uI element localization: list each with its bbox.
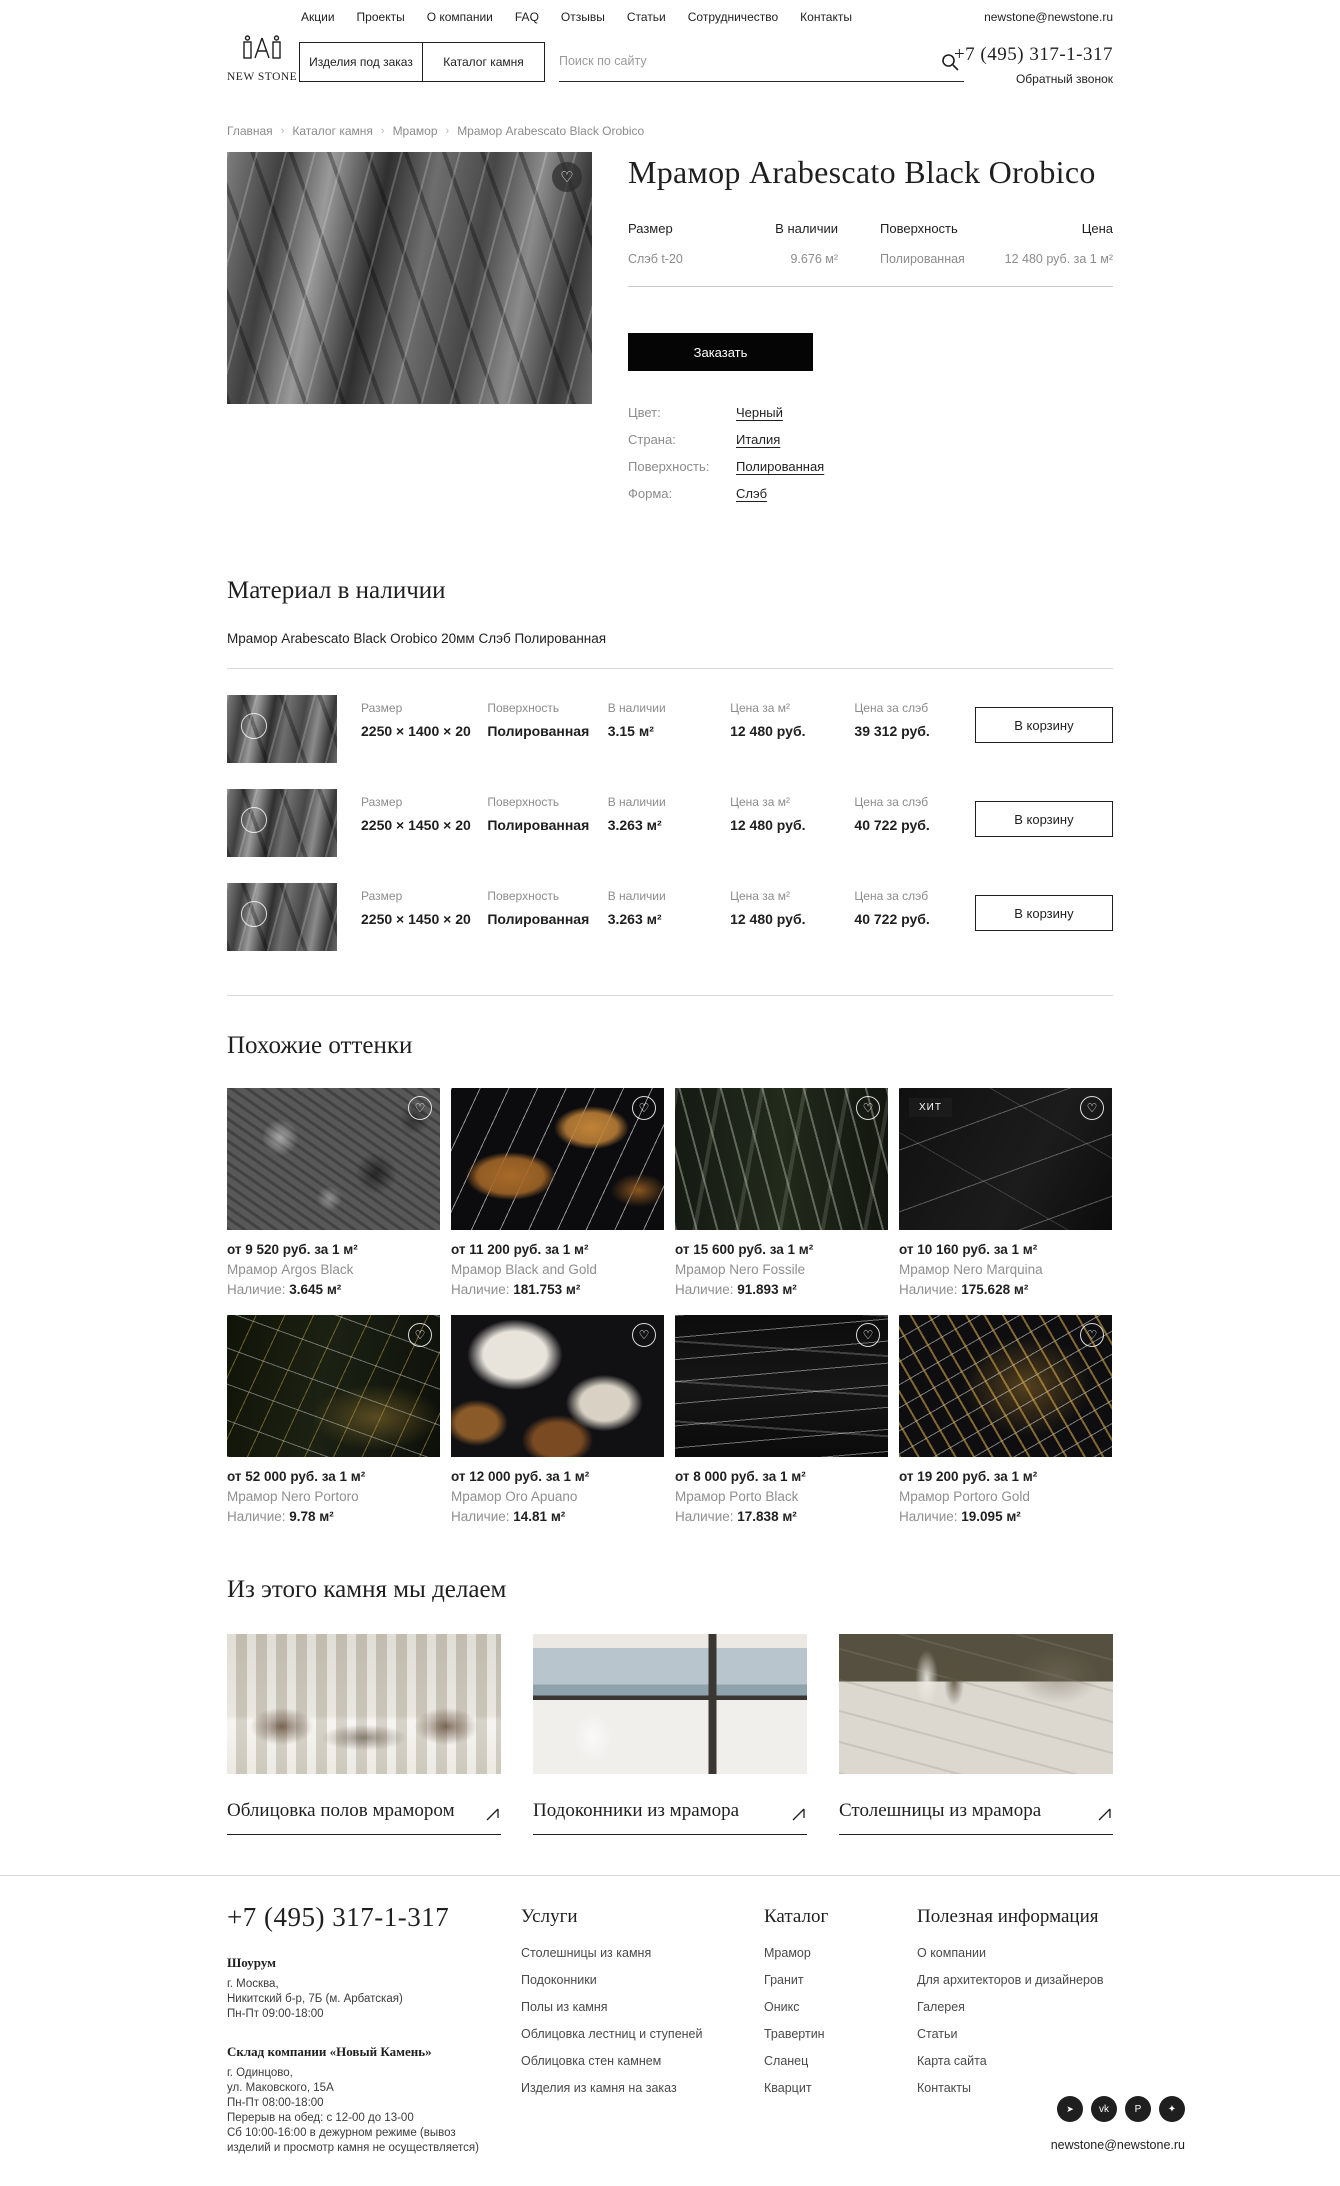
favorite-button[interactable] bbox=[856, 1096, 880, 1120]
similar-card-image[interactable] bbox=[451, 1088, 664, 1230]
footer-link[interactable]: Полы из камня bbox=[521, 2000, 608, 2014]
col-header-price: Цена bbox=[1081, 221, 1113, 236]
stock-value: 3.15 м² bbox=[607, 723, 654, 739]
header-main-row bbox=[227, 40, 1113, 98]
footer-link[interactable]: Травертин bbox=[764, 2027, 825, 2041]
heart-icon: ♡ bbox=[638, 1101, 650, 1115]
favorite-button[interactable] bbox=[632, 1323, 656, 1347]
offer-surface: Полированная bbox=[880, 252, 965, 266]
heart-icon: ♡ bbox=[1086, 1101, 1098, 1115]
stone-catalog-button[interactable]: Каталог камня bbox=[422, 43, 544, 81]
footer-link[interactable]: Облицовка стен камнем bbox=[521, 2054, 662, 2068]
product-title: Мрамор Arabescato Black Orobico bbox=[628, 154, 1096, 190]
heart-icon: ♡ bbox=[560, 169, 574, 186]
made-card-countertops[interactable] bbox=[839, 1634, 1113, 1835]
newstone-logo[interactable] bbox=[227, 34, 297, 83]
surface-value: Полированная bbox=[487, 723, 590, 739]
offer-size: Слэб t-20 bbox=[628, 252, 683, 266]
callback-link[interactable]: Обратный звонок bbox=[1015, 72, 1113, 86]
slab-thumbnail[interactable] bbox=[227, 789, 337, 857]
product-image[interactable] bbox=[227, 152, 592, 404]
card-price: от 52 000 руб. за 1 м² bbox=[227, 1469, 366, 1484]
card-name: Мрамор Nero Marquina bbox=[899, 1262, 1043, 1277]
warehouse-line: Сб 10:00-16:00 в дежурном режиме (вывоз bbox=[227, 2127, 456, 2139]
footer-link[interactable]: Контакты bbox=[917, 2081, 971, 2095]
footer-link[interactable]: Облицовка лестниц и ступеней bbox=[521, 2027, 703, 2041]
showroom-line: г. Москва, bbox=[227, 1978, 279, 1990]
similar-card[interactable] bbox=[451, 1315, 664, 1524]
footer-link[interactable]: О компании bbox=[917, 1946, 986, 1960]
card-stock: Наличие: 175.628 м² bbox=[899, 1282, 1029, 1297]
footer-column-title: Полезная информация bbox=[917, 1906, 1099, 1927]
made-card-image bbox=[227, 1634, 501, 1774]
surface-label: Поверхность bbox=[487, 889, 560, 903]
card-stock: Наличие: 91.893 м² bbox=[675, 1282, 797, 1297]
add-to-cart-button[interactable]: В корзину bbox=[975, 801, 1113, 837]
size-label: Размер bbox=[361, 701, 403, 715]
slab-thumbnail[interactable] bbox=[227, 883, 337, 951]
price-slab-value: 39 312 руб. bbox=[854, 723, 930, 739]
made-section bbox=[0, 1576, 1340, 1835]
breadcrumb-home[interactable]: Главная bbox=[227, 124, 273, 138]
card-price: от 11 200 руб. за 1 м² bbox=[451, 1242, 589, 1257]
favorite-button[interactable] bbox=[1080, 1096, 1104, 1120]
similar-card[interactable] bbox=[899, 1088, 1112, 1297]
arrow-icon bbox=[485, 1806, 501, 1822]
showroom-block bbox=[227, 1955, 521, 2022]
social-links bbox=[1057, 2096, 1185, 2122]
warehouse-line: изделий и просмотр камня не осуществляется) bbox=[227, 2142, 479, 2154]
nav-item-sotrudnichestvo[interactable]: Сотрудничество bbox=[687, 10, 779, 24]
nav-item-kontakty[interactable]: Контакты bbox=[800, 10, 852, 24]
made-card-sills[interactable] bbox=[533, 1634, 807, 1835]
stock-label: В наличии bbox=[607, 889, 666, 903]
col-header-size: Размер bbox=[628, 221, 673, 236]
zen-icon[interactable]: ✦ bbox=[1159, 2096, 1185, 2122]
footer-column-services bbox=[521, 1902, 764, 2156]
order-button[interactable]: Заказать bbox=[628, 333, 813, 371]
favorite-button[interactable] bbox=[856, 1323, 880, 1347]
made-card-title: Облицовка полов мрамором bbox=[227, 1800, 455, 1821]
similar-card-image[interactable] bbox=[227, 1088, 440, 1230]
breadcrumb-separator-icon: › bbox=[380, 125, 385, 137]
zoom-icon bbox=[241, 807, 267, 833]
similar-card-image[interactable] bbox=[675, 1088, 888, 1230]
breadcrumb-catalog[interactable]: Каталог камня bbox=[292, 124, 373, 138]
footer-contacts bbox=[227, 1902, 521, 2156]
footer-link[interactable]: Подоконники bbox=[521, 1973, 597, 1987]
warehouse-line: Перерыв на обед: с 12-00 до 13-00 bbox=[227, 2112, 414, 2124]
product-section bbox=[227, 152, 1113, 513]
favorite-button[interactable] bbox=[408, 1323, 432, 1347]
material-row bbox=[227, 883, 1113, 951]
warehouse-line: Пн-Пт 08:00-18:00 bbox=[227, 2097, 324, 2109]
newstone-logo-icon bbox=[238, 34, 286, 64]
surface-value: Полированная bbox=[487, 911, 590, 927]
zoom-icon bbox=[241, 901, 267, 927]
material-subtitle: Мрамор Arabescato Black Orobico 20мм Слэб Полированная bbox=[227, 631, 607, 646]
attribute-color-link[interactable]: Черный bbox=[736, 405, 783, 420]
attribute-country bbox=[628, 432, 1113, 447]
card-name: Мрамор Porto Black bbox=[675, 1489, 799, 1504]
footer-phone[interactable]: +7 (495) 317-1-317 bbox=[227, 1902, 450, 1932]
price-slab-value: 40 722 руб. bbox=[854, 911, 930, 927]
header-phone[interactable]: +7 (495) 317-1-317 bbox=[953, 44, 1113, 65]
card-price: от 15 600 руб. за 1 м² bbox=[675, 1242, 814, 1257]
warehouse-line: г. Одинцово, bbox=[227, 2067, 293, 2079]
size-label: Размер bbox=[361, 889, 403, 903]
similar-card-image[interactable] bbox=[899, 1315, 1112, 1457]
heart-icon: ♡ bbox=[414, 1101, 426, 1115]
offer-stock: 9.676 м² bbox=[790, 252, 838, 266]
breadcrumb-separator-icon: › bbox=[280, 125, 285, 137]
footer-link[interactable]: Статьи bbox=[917, 2027, 958, 2041]
product-offer-table bbox=[628, 221, 1113, 286]
slab-thumbnail[interactable] bbox=[227, 695, 337, 763]
warehouse-block bbox=[227, 2044, 521, 2156]
similar-heading: Похожие оттенки bbox=[227, 1032, 413, 1059]
attribute-surface-link[interactable]: Полированная bbox=[736, 459, 825, 474]
heart-icon: ♡ bbox=[1086, 1328, 1098, 1342]
size-value: 2250 × 1450 × 20 bbox=[361, 817, 471, 833]
search-input[interactable] bbox=[559, 42, 919, 80]
price-m2-value: 12 480 руб. bbox=[730, 817, 806, 833]
material-row bbox=[227, 789, 1113, 857]
hit-badge: ХИТ bbox=[909, 1098, 952, 1117]
footer-link[interactable]: Мрамор bbox=[764, 1946, 811, 1960]
card-stock: Наличие: 14.81 м² bbox=[451, 1509, 566, 1524]
card-stock: Наличие: 19.095 м² bbox=[899, 1509, 1021, 1524]
divider bbox=[227, 668, 1113, 669]
zoom-icon bbox=[241, 713, 267, 739]
card-stock: Наличие: 17.838 м² bbox=[675, 1509, 797, 1524]
made-card-image bbox=[533, 1634, 807, 1774]
similar-card-image[interactable] bbox=[451, 1315, 664, 1457]
site-header bbox=[0, 0, 1340, 98]
attribute-label: Форма: bbox=[628, 486, 673, 501]
attribute-label: Поверхность: bbox=[628, 459, 710, 474]
attribute-label: Страна: bbox=[628, 432, 676, 447]
card-name: Мрамор Argos Black bbox=[227, 1262, 354, 1277]
table-divider bbox=[628, 286, 1113, 287]
similar-card-image[interactable] bbox=[227, 1315, 440, 1457]
showroom-line: Пн-Пт 09:00-18:00 bbox=[227, 2008, 324, 2020]
stock-label: В наличии bbox=[607, 701, 666, 715]
footer-email-link[interactable]: newstone@newstone.ru bbox=[1050, 2138, 1185, 2152]
site-footer bbox=[0, 1875, 1340, 2186]
material-heading: Материал в наличии bbox=[227, 577, 446, 604]
card-price: от 9 520 руб. за 1 м² bbox=[227, 1242, 358, 1257]
footer-link[interactable]: Гранит bbox=[764, 1973, 804, 1987]
pinterest-icon[interactable]: P bbox=[1125, 2096, 1151, 2122]
footer-link[interactable]: Для архитекторов и дизайнеров bbox=[917, 1973, 1104, 1987]
footer-column-catalog bbox=[764, 1902, 917, 2156]
heart-icon: ♡ bbox=[862, 1101, 874, 1115]
attribute-color bbox=[628, 405, 1113, 420]
made-card-title: Подоконники из мрамора bbox=[533, 1800, 740, 1821]
product-attributes bbox=[628, 405, 1113, 501]
card-stock: Наличие: 9.78 м² bbox=[227, 1509, 334, 1524]
surface-label: Поверхность bbox=[487, 795, 560, 809]
stock-label: В наличии bbox=[607, 795, 666, 809]
made-heading: Из этого камня мы делаем bbox=[227, 1576, 507, 1603]
made-card-floors[interactable] bbox=[227, 1634, 501, 1835]
footer-link[interactable]: Сланец bbox=[764, 2054, 809, 2068]
heart-icon: ♡ bbox=[862, 1328, 874, 1342]
price-m2-label: Цена за м² bbox=[730, 701, 791, 715]
telegram-icon[interactable]: ➤ bbox=[1057, 2096, 1083, 2122]
card-price: от 10 160 руб. за 1 м² bbox=[899, 1242, 1038, 1257]
add-to-cart-button[interactable]: В корзину bbox=[975, 707, 1113, 743]
nav-item-faq[interactable]: FAQ bbox=[514, 10, 539, 24]
catalog-button-group bbox=[299, 42, 545, 82]
surface-label: Поверхность bbox=[487, 701, 560, 715]
footer-link[interactable]: Столешницы из камня bbox=[521, 1946, 652, 1960]
made-card-image bbox=[839, 1634, 1113, 1774]
vk-icon[interactable]: vk bbox=[1091, 2096, 1117, 2122]
attribute-surface bbox=[628, 459, 1113, 474]
card-name: Мрамор Black and Gold bbox=[451, 1262, 597, 1277]
similar-card-image[interactable] bbox=[675, 1315, 888, 1457]
arrow-icon bbox=[791, 1806, 807, 1822]
attribute-form-link[interactable]: Слэб bbox=[736, 486, 768, 501]
nav-item-otzyvy[interactable]: Отзывы bbox=[560, 10, 605, 24]
warehouse-line: ул. Маковского, 15А bbox=[227, 2082, 334, 2094]
custom-products-button[interactable]: Изделия под заказ bbox=[309, 55, 413, 69]
size-value: 2250 × 1400 × 20 bbox=[361, 723, 471, 739]
price-m2-value: 12 480 руб. bbox=[730, 723, 806, 739]
price-slab-label: Цена за слэб bbox=[854, 795, 929, 809]
nav-item-proekty[interactable]: Проекты bbox=[356, 10, 405, 24]
card-name: Мрамор Oro Apuano bbox=[451, 1489, 578, 1504]
surface-value: Полированная bbox=[487, 817, 590, 833]
similar-card[interactable] bbox=[675, 1088, 888, 1297]
made-cards-grid bbox=[227, 1634, 1113, 1835]
col-header-surface: Поверхность bbox=[880, 221, 958, 236]
showroom-title: Шоурум bbox=[227, 1955, 277, 1970]
card-name: Мрамор Portoro Gold bbox=[899, 1489, 1030, 1504]
similar-section bbox=[0, 1032, 1340, 1524]
similar-card[interactable] bbox=[675, 1315, 888, 1524]
price-slab-label: Цена за слэб bbox=[854, 701, 929, 715]
footer-link[interactable]: Галерея bbox=[917, 2000, 965, 2014]
card-name: Мрамор Nero Portoro bbox=[227, 1489, 359, 1504]
top-nav bbox=[301, 10, 1340, 24]
similar-card-image[interactable] bbox=[899, 1088, 1112, 1230]
similar-card[interactable] bbox=[227, 1315, 440, 1524]
col-header-stock: В наличии bbox=[775, 221, 838, 236]
similar-card[interactable] bbox=[451, 1088, 664, 1297]
price-slab-label: Цена за слэб bbox=[854, 889, 929, 903]
nav-item-o-kompanii[interactable]: О компании bbox=[426, 10, 493, 24]
footer-column-title: Каталог bbox=[764, 1906, 829, 1927]
stock-value: 3.263 м² bbox=[607, 911, 662, 927]
offer-price: 12 480 руб. за 1 м² bbox=[1004, 252, 1113, 266]
add-to-cart-button[interactable]: В корзину bbox=[975, 895, 1113, 931]
card-stock: Наличие: 181.753 м² bbox=[451, 1282, 581, 1297]
warehouse-title: Склад компании «Новый Камень» bbox=[227, 2044, 432, 2059]
arrow-icon bbox=[1097, 1806, 1113, 1822]
card-price: от 19 200 руб. за 1 м² bbox=[899, 1469, 1038, 1484]
breadcrumb-current: Мрамор Arabescato Black Orobico bbox=[457, 124, 645, 138]
heart-icon: ♡ bbox=[414, 1328, 426, 1342]
footer-link[interactable]: Изделия из камня на заказ bbox=[521, 2081, 677, 2095]
header-email-link[interactable]: newstone@newstone.ru bbox=[984, 10, 1113, 24]
footer-link[interactable]: Карта сайта bbox=[917, 2054, 987, 2068]
card-name: Мрамор Nero Fossile bbox=[675, 1262, 806, 1277]
breadcrumb bbox=[227, 124, 1340, 138]
similar-cards-grid bbox=[227, 1088, 1113, 1524]
product-details bbox=[628, 152, 1113, 513]
material-section bbox=[0, 577, 1340, 996]
price-slab-value: 40 722 руб. bbox=[854, 817, 930, 833]
nav-item-akcii[interactable]: Акции bbox=[301, 10, 335, 24]
favorite-button[interactable] bbox=[408, 1096, 432, 1120]
made-card-title: Столешницы из мрамора bbox=[839, 1800, 1042, 1821]
card-price: от 8 000 руб. за 1 м² bbox=[675, 1469, 806, 1484]
divider bbox=[227, 995, 1113, 996]
attribute-form bbox=[628, 486, 1113, 501]
material-row bbox=[227, 695, 1113, 763]
price-m2-label: Цена за м² bbox=[730, 795, 791, 809]
size-value: 2250 × 1450 × 20 bbox=[361, 911, 471, 927]
footer-link[interactable]: Оникс bbox=[764, 2000, 800, 2014]
price-m2-label: Цена за м² bbox=[730, 889, 791, 903]
favorite-button[interactable] bbox=[552, 162, 582, 192]
showroom-line: Никитский б-р, 7Б (м. Арбатская) bbox=[227, 1993, 403, 2005]
heart-icon: ♡ bbox=[638, 1328, 650, 1342]
nav-item-stati[interactable]: Статьи bbox=[626, 10, 666, 24]
size-label: Размер bbox=[361, 795, 403, 809]
card-price: от 12 000 руб. за 1 м² bbox=[451, 1469, 590, 1484]
footer-column-title: Услуги bbox=[521, 1906, 578, 1927]
attribute-country-link[interactable]: Италия bbox=[736, 432, 781, 447]
brand-name: NEW STONE bbox=[227, 71, 298, 83]
breadcrumb-marble[interactable]: Мрамор bbox=[392, 124, 438, 138]
price-m2-value: 12 480 руб. bbox=[730, 911, 806, 927]
card-stock: Наличие: 3.645 м² bbox=[227, 1282, 342, 1297]
similar-card[interactable] bbox=[227, 1088, 440, 1297]
stock-value: 3.263 м² bbox=[607, 817, 662, 833]
similar-card[interactable] bbox=[899, 1315, 1112, 1524]
footer-link[interactable]: Кварцит bbox=[764, 2081, 812, 2095]
site-search bbox=[559, 42, 964, 82]
favorite-button[interactable] bbox=[632, 1096, 656, 1120]
favorite-button[interactable] bbox=[1080, 1323, 1104, 1347]
breadcrumb-separator-icon: › bbox=[445, 125, 450, 137]
attribute-label: Цвет: bbox=[628, 405, 661, 420]
